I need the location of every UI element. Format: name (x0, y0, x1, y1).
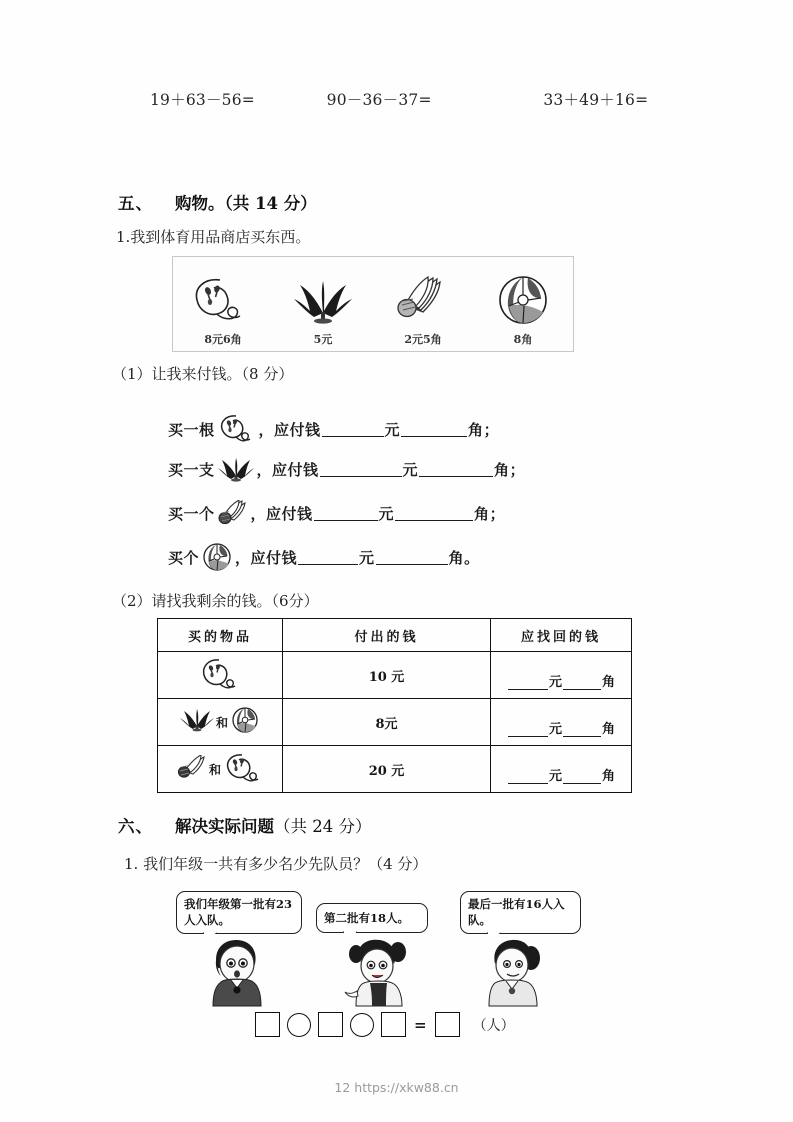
table-cell-paid: 8元 (283, 699, 491, 746)
arithmetic-item: 90－36－37= (326, 91, 432, 109)
goods-cell-birdie (373, 257, 473, 351)
answer-blank-yuan[interactable] (322, 422, 384, 437)
speech-bubble-first (176, 891, 302, 934)
answer-blank-jiao[interactable] (395, 506, 473, 521)
equation-result-box[interactable] (435, 1012, 460, 1037)
buy-line-unit-jiao: 角 (448, 548, 465, 567)
buy-line-unit-yuan: 元 (402, 460, 419, 479)
equation-operator-circle-2[interactable] (350, 1013, 374, 1037)
section-six-question-1: 1. 我们年级一共有多少名少先队员？（4 分） (124, 855, 428, 873)
buy-line-mid: ，应付钱 (256, 460, 319, 479)
table-cell-items (158, 652, 283, 699)
table-cell-refund (491, 652, 632, 699)
equation-answer-row (255, 1012, 515, 1037)
speech-bubble-second (316, 903, 428, 933)
answer-blank-yuan[interactable] (314, 506, 378, 521)
badminton-birdie-icon (177, 755, 207, 783)
refund-unit-yuan: 元 (548, 768, 562, 784)
column-header-items: 买的物品 (158, 619, 283, 652)
table-cell-paid: 10 元 (283, 652, 491, 699)
shuttlecock-jianzi-icon (180, 708, 214, 736)
refund-unit-jiao: 角 (602, 721, 616, 737)
table-cell-items (158, 699, 283, 746)
section-six-heading (118, 813, 372, 837)
equation-unit-label: （人） (472, 1017, 515, 1034)
shuttlecock-jianzi-icon (217, 456, 255, 482)
equation-equals-sign: = (414, 1015, 427, 1034)
answer-blank-jiao[interactable] (376, 550, 448, 565)
goods-cell-ball (473, 257, 573, 351)
buy-line-prefix: 买一支 (168, 460, 215, 479)
table-cell-paid: 20 元 (283, 746, 491, 793)
beach-ball-icon (201, 542, 233, 572)
answer-blank-yuan[interactable] (508, 675, 548, 690)
jump-rope-icon (198, 656, 242, 694)
table-cell-refund (491, 699, 632, 746)
buy-line-unit-jiao: 角 (468, 420, 484, 439)
table-header-row (158, 619, 632, 652)
table-row (158, 652, 632, 699)
badminton-birdie-icon (393, 271, 453, 329)
jump-rope-icon (190, 271, 256, 329)
buy-line-unit-jiao: 角 (474, 504, 490, 523)
speech-bubble-third (460, 891, 581, 934)
buy-line-prefix: 买一个 (168, 504, 215, 523)
jump-rope-icon (223, 751, 263, 787)
refund-unit-yuan: 元 (548, 721, 562, 737)
answer-blank-jiao[interactable] (563, 769, 601, 784)
buy-line-unit-yuan: 元 (359, 548, 375, 567)
buy-line-mid: ，应付钱 (235, 548, 298, 567)
shuttlecock-jianzi-icon (290, 271, 356, 329)
arithmetic-item: 19＋63－56= (150, 91, 255, 109)
buy-line-unit-jiao: 角 (494, 460, 510, 479)
part-one-label: （1）让我来付钱。（8 分） (112, 365, 294, 383)
answer-blank-jiao[interactable] (419, 462, 493, 477)
equation-box-3[interactable] (381, 1012, 406, 1037)
table-cell-refund (491, 746, 632, 793)
section-five-points: （共 14 分） (224, 194, 317, 213)
page-footer-watermark: 12 https://xkw88.cn (334, 1080, 459, 1095)
items-joiner: 和 (208, 762, 221, 777)
goods-price-strip (172, 256, 574, 352)
section-six-points: （共 24 分） (274, 817, 372, 836)
goods-cell-jianzi (273, 257, 373, 351)
buy-line-prefix: 买一根 (168, 420, 215, 439)
buy-line-mid: ，应付钱 (250, 504, 313, 523)
buy-line-birdie (168, 500, 505, 526)
column-header-paid: 付出的钱 (283, 619, 491, 652)
equation-box-2[interactable] (318, 1012, 343, 1037)
section-five-question-1: 1.我到体育用品商店买东西。 (116, 228, 311, 246)
child-illustration-first (203, 936, 269, 1012)
column-header-refund: 应找回的钱 (491, 619, 632, 652)
answer-blank-yuan[interactable] (298, 550, 358, 565)
goods-price-label: 5元 (313, 333, 333, 346)
badminton-birdie-icon (217, 500, 249, 526)
part-two-label: （2）请找我剩余的钱。（6分） (112, 592, 319, 610)
goods-price-label: 8元6角 (204, 333, 242, 346)
jump-rope-icon (217, 412, 257, 446)
buy-line-unit-yuan: 元 (384, 420, 401, 439)
section-six-number: 六、 (118, 817, 153, 836)
section-five-heading (118, 190, 317, 214)
beach-ball-icon (230, 706, 260, 738)
buy-line-end: 。 (464, 548, 480, 567)
table-row (158, 699, 632, 746)
buy-line-end: ； (509, 460, 526, 479)
answer-blank-jiao[interactable] (401, 422, 467, 437)
arithmetic-item: 33＋49＋16= (543, 91, 649, 109)
refund-unit-yuan: 元 (548, 674, 562, 690)
table-row (158, 746, 632, 793)
buy-line-unit-yuan: 元 (378, 504, 395, 523)
section-six-title: 解决实际问题 (175, 817, 274, 836)
speech-bubble-text: 第二批有18人。 (324, 911, 410, 925)
section-five-number: 五、 (118, 194, 153, 213)
buy-line-jianzi (168, 456, 525, 482)
speech-bubble-text: 我们年级第一批有23人入队。 (184, 897, 293, 928)
arithmetic-row (150, 88, 690, 110)
beach-ball-icon (495, 271, 551, 329)
change-table (157, 618, 632, 793)
refund-unit-jiao: 角 (602, 674, 616, 690)
buy-line-end: ； (483, 420, 500, 439)
answer-blank-jiao[interactable] (563, 722, 601, 737)
answer-blank-yuan[interactable] (320, 462, 402, 477)
answer-blank-jiao[interactable] (563, 675, 601, 690)
goods-price-label: 2元5角 (404, 333, 442, 346)
goods-cell-rope (173, 257, 273, 351)
buy-line-mid: ，应付钱 (258, 420, 321, 439)
buy-line-prefix: 买个 (168, 548, 200, 567)
goods-price-label: 8角 (513, 333, 533, 346)
refund-unit-jiao: 角 (602, 768, 616, 784)
answer-blank-yuan[interactable] (508, 722, 548, 737)
equation-operator-circle-1[interactable] (287, 1013, 311, 1037)
buy-line-ball (168, 542, 480, 572)
table-cell-items (158, 746, 283, 793)
section-five-title: 购物。 (175, 194, 225, 213)
speech-bubble-text: 最后一批有16人入队。 (468, 897, 565, 928)
answer-blank-yuan[interactable] (508, 769, 548, 784)
items-joiner: 和 (215, 715, 228, 730)
equation-box-1[interactable] (255, 1012, 280, 1037)
buy-line-rope (168, 412, 499, 446)
buy-line-end: ； (489, 504, 506, 523)
child-illustration-second (342, 936, 414, 1012)
child-illustration-third (481, 936, 547, 1012)
